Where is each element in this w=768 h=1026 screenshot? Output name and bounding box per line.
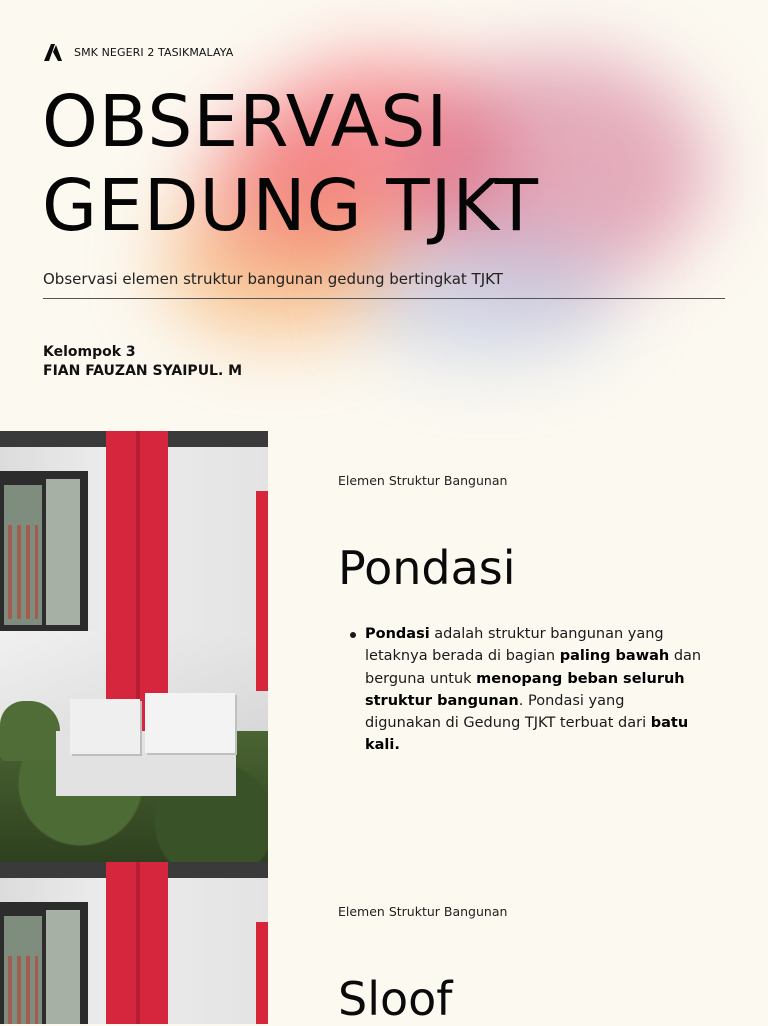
text-run: . Pondasi yang digunakan di Gedung TJKT terbuat dari — [365, 692, 651, 732]
bullet-item — [350, 623, 702, 757]
bullet-text — [365, 623, 702, 757]
bullet-dot-icon — [350, 632, 356, 638]
section-heading: Pondasi — [338, 541, 516, 595]
gradient-blob — [360, 230, 620, 360]
window — [0, 902, 88, 1024]
group-info — [43, 343, 242, 381]
section-label: Elemen Struktur Bangunan — [338, 904, 508, 919]
bold-term: paling bawah — [559, 648, 670, 665]
brand — [43, 42, 233, 62]
red-pillar — [106, 431, 168, 731]
text-run: adalah struktur bangunan yang letaknya berada di bagian — [365, 626, 664, 665]
foundation-photo — [0, 431, 268, 862]
text-run: dan berguna untuk — [365, 648, 702, 687]
group-label: Kelompok 3 — [43, 344, 136, 360]
page-title — [42, 80, 539, 248]
bold-term: Pondasi — [365, 626, 430, 642]
subtitle: Observasi elemen struktur bangunan gedung bertingkat TJKT — [43, 270, 503, 288]
red-pillar — [106, 862, 168, 1024]
title-line-2: GEDUNG TJKT — [42, 164, 539, 247]
divider — [43, 298, 725, 299]
member-name: FIAN FAUZAN SYAIPUL. M — [43, 363, 243, 379]
title-line-1: OBSERVASI — [42, 80, 449, 163]
sloof-photo — [0, 862, 268, 1024]
section-heading: Sloof — [338, 972, 453, 1026]
section-label: Elemen Struktur Bangunan — [338, 473, 508, 488]
bold-term: menopang beban seluruh struktur bangunan — [365, 670, 685, 709]
bold-term: batu kali. — [365, 715, 689, 754]
window — [0, 471, 88, 631]
brand-name: SMK NEGERI 2 TASIKMALAYA — [74, 45, 234, 59]
a-logo-icon — [43, 42, 63, 62]
